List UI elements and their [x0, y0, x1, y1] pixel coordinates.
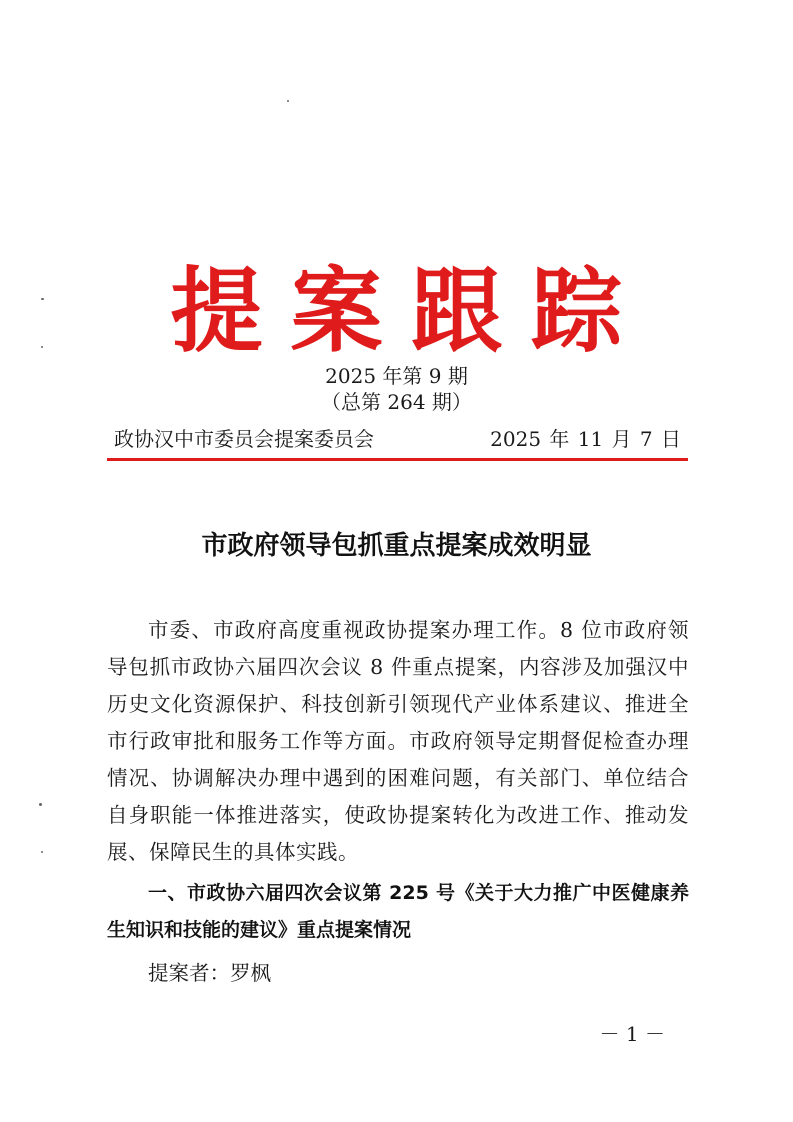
masthead-title: 提案跟踪	[170, 258, 651, 365]
scan-speck	[39, 803, 42, 806]
page-number: － 1 －	[599, 1022, 665, 1046]
scan-speck	[41, 346, 43, 348]
scan-speck	[41, 298, 44, 300]
issuing-organization: 政协汉中市委员会提案委员会	[114, 427, 374, 451]
issue-total-number: （总第 264 期）	[321, 390, 472, 414]
publication-date: 2025 年 11 月 7 日	[490, 427, 681, 451]
issue-number: 2025 年第 9 期	[325, 364, 468, 388]
masthead-red-rule	[107, 458, 688, 461]
section-heading: 一、市政协六届四次会议第 225 号《关于大力推广中医健康养生知识和技能的建议》重点提案情况	[107, 882, 689, 941]
article-title: 市政府领导包抓重点提案成效明显	[201, 531, 592, 561]
article-paragraph: 市委、市政府高度重视政协提案办理工作。8 位市政府领导包抓市政协六届四次会议 8 件重点提案，内容涉及加强汉中历史文化资源保护、科技创新引领现代产业体系建议、推进全市行政审批和服务工作等方面。市政府领导定期督促检查办理情况、协调解决办理中遇到的困难问题，有关部门、单位结合自身职能一体推进落实，使政协提案转化为改进工作、推动发展、保障民生的具体实践。	[107, 618, 689, 864]
scan-speck	[41, 851, 43, 853]
scan-speck	[287, 100, 289, 102]
proposer-line: 提案者：罗枫	[148, 961, 271, 985]
